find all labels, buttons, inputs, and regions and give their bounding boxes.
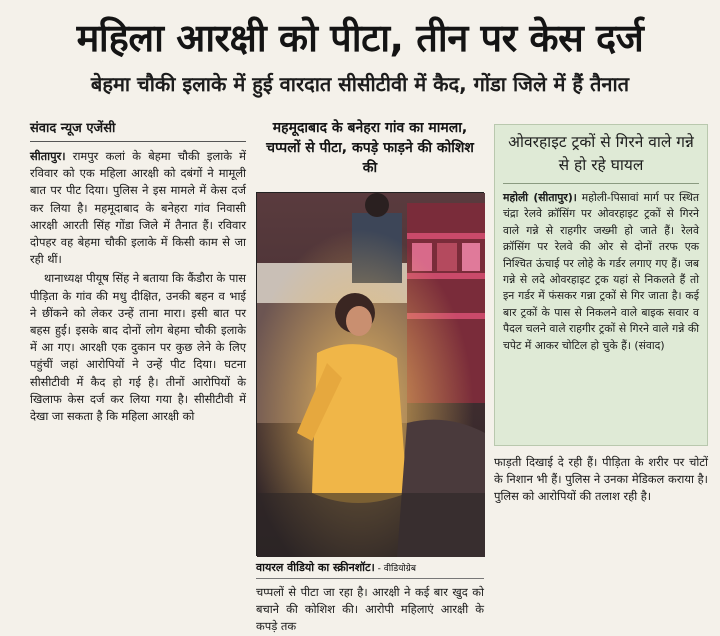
left-column	[30, 118, 246, 427]
center-column	[256, 118, 484, 634]
article-continuation-right: फाड़ती दिखाई दे रही हैं। पीड़िता के शरीर पर चोटों के निशान भी हैं। पुलिस ने उनका मेडिकल कराया है। पुलिस को आरोपियों की तलाश रही है।	[494, 455, 708, 504]
cctv-scene-illustration	[257, 193, 485, 557]
article-continuation-center: चप्पलों से पीटा जा रहा है। आरक्षी ने कई बार खुद को बचाने की कोशिश की। आरोपी महिलाएं आरक्षी के कपड़े तक	[256, 585, 484, 634]
photo-caption	[256, 560, 484, 579]
headline: महिला आरक्षी को पीटा, तीन पर केस दर्ज	[76, 16, 644, 60]
caption-credit: - वीडियोग्रेब	[374, 564, 416, 574]
dateline: सीतापुर।	[30, 149, 66, 163]
paragraph-2: थानाध्यक्ष पीयूष सिंह ने बताया कि कैंडौरा के पास पीड़िता के गांव की मधु दीक्षित, उनकी बहन व भाई ने छींकने को लेकर उन्हें ताना मारा। इसी बात पर बहस हुई। इसके बाद दोनों लोग बेहमा चौकी इलाके में आ गए। आरक्षी एक दुकान पर कुछ लेने के लिए पहुंचीं जहां आरोपियों ने उन्हें पीट दिया। घटना सीसीटीवी में कैद हो गई है। तीनों आरोपियों के खिलाफ केस दर्ज कर लिया गया है। सीसीटीवी में देखा जा सकता है कि महिला आरक्षी को	[30, 271, 246, 424]
paragraph-1	[30, 148, 246, 268]
sidebar-paragraph	[503, 190, 699, 354]
sidebar-headline: ओवरहाइट ट्रकों से गिरने वाले गन्ने से हो रहे घायल	[503, 131, 699, 184]
cctv-screenshot-photo	[256, 192, 484, 556]
paragraph-1-text: रामपुर कलां के बेहमा चौकी इलाके में रविवार को एक महिला आरक्षी को दबंगों ने मामूली बात पर पीट दिया। पुलिस ने इस मामले में केस दर्ज कर लिया है। महमूदाबाद के बनेहरा गांव निवासी आरक्षी आरती सिंह गोंडा जिले में तैनात हैं। रविवार दोपहर वह बेहमा चौकी इलाके में किसी काम से जा रही थीं।	[30, 149, 246, 267]
center-headline: महमूदाबाद के बनेहरा गांव का मामला, चप्पलों से पीटा, कपड़े फाड़ने की कोशिश की	[266, 120, 474, 176]
sidebar-paragraph-text: महोली-पिसावां मार्ग पर स्थित चंद्रा रेलवे क्रॉसिंग पर ओवरहाइट ट्रकों से गिरने वाले गन्ने से राहगीर जख्मी हो जाते हैं। रेलवे क्रॉसिंग पर रेलवे की ओर से दोनों तरफ एक निश्चित ऊंचाई पर लोहे के गर्डर लगाए गए हैं। जब गन्ने से लदे ओवरहाइट ट्रक यहां से निकलते हैं तो इन गर्डर में फंसकर गन्ना ट्रकों से गिर जाता है। कई बार ट्रकों के पास से निकलने वाले बाइक सवार व पैदल चलने वाले राहगीर ट्रकों से गिरने वाले गन्ने की चपेट में आकर चोटिल हो चुके हैं। (संवाद)	[503, 191, 700, 352]
sidebar-news-box	[494, 124, 708, 446]
article-body-left	[30, 148, 246, 425]
sidebar-dateline: महोली (सीतापुर)।	[503, 191, 577, 204]
subheadline: बेहमा चौकी इलाके में हुई वारदात सीसीटीवी में कैद, गोंडा जिले में हैं तैनात	[90, 72, 630, 96]
sidebar-body	[503, 190, 699, 354]
caption-text: वायरल वीडियो का स्क्रीनशॉट।	[256, 561, 375, 574]
agency-byline: संवाद न्यूज एजेंसी	[30, 118, 246, 142]
